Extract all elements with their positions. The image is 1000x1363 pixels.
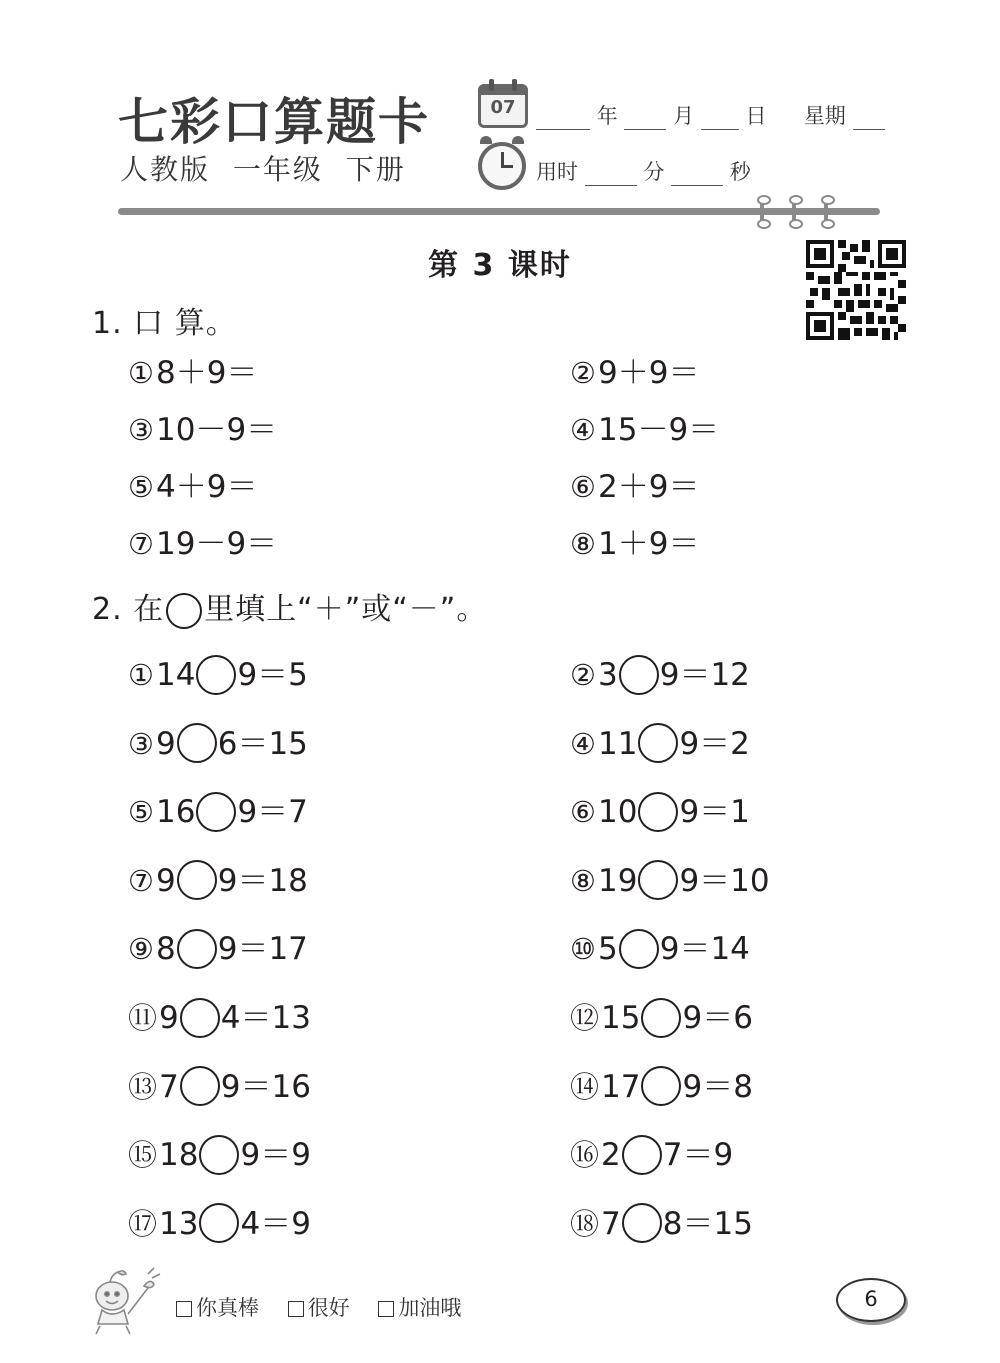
minutes-blank[interactable] — [585, 163, 637, 186]
fill-operator-item[interactable] — [570, 1133, 733, 1177]
seconds-blank[interactable] — [671, 163, 723, 186]
fill-operator-item[interactable] — [570, 653, 750, 697]
left-operand: 18 — [159, 1137, 199, 1174]
rating-checkbox[interactable] — [378, 1301, 394, 1317]
mental-math-item[interactable] — [570, 351, 699, 395]
item-number: ⑪ — [128, 1001, 158, 1035]
fill-operator-item[interactable] — [570, 996, 753, 1040]
weekday-label: 星期 — [803, 104, 846, 128]
item-expression: 8＋9＝ — [156, 355, 258, 391]
left-operand: 7 — [601, 1205, 621, 1242]
section2-title-prefix: 2. 在 — [92, 592, 165, 627]
left-operand: 5 — [598, 931, 618, 968]
mental-math-item[interactable] — [128, 522, 277, 566]
self-rating-options — [176, 1292, 483, 1322]
item-number: ⑱ — [570, 1206, 600, 1241]
item-number: ⑧ — [570, 527, 596, 561]
section2-title-suffix: 里填上“＋”或“－”。 — [204, 592, 488, 627]
fill-operator-item[interactable] — [570, 859, 770, 903]
item-number: ⑮ — [128, 1138, 158, 1173]
left-operand: 11 — [598, 725, 638, 762]
mental-math-item[interactable] — [570, 408, 719, 452]
left-operand: 8 — [156, 931, 176, 968]
time-used-label: 用时 — [536, 160, 578, 184]
left-operand: 3 — [598, 657, 618, 693]
item-number: ⑦ — [128, 527, 154, 561]
right-expression: 9＝16 — [220, 1068, 311, 1105]
mental-math-item[interactable] — [128, 408, 277, 452]
fill-operator-item[interactable] — [128, 996, 311, 1040]
operator-circle[interactable] — [638, 723, 678, 763]
left-operand: 15 — [601, 1000, 641, 1036]
year-label: 年 — [596, 104, 618, 128]
fill-operator-item[interactable] — [128, 1202, 311, 1246]
calendar-number: 07 — [490, 97, 516, 118]
right-expression: 9＝2 — [679, 725, 750, 762]
item-number: ⑰ — [128, 1206, 158, 1241]
right-expression: 9＝9 — [240, 1137, 311, 1174]
item-number: ⑯ — [570, 1138, 600, 1173]
item-number: ⑥ — [570, 470, 596, 504]
day-blank[interactable] — [701, 107, 739, 130]
right-expression: 6＝15 — [217, 725, 308, 762]
item-expression: 9＋9＝ — [598, 355, 700, 391]
operator-circle[interactable] — [177, 723, 217, 763]
right-expression: 9＝6 — [682, 1000, 753, 1036]
right-expression: 9＝17 — [217, 931, 308, 968]
fill-operator-item[interactable] — [128, 790, 308, 834]
year-blank[interactable] — [536, 107, 590, 130]
section1-title: 1. 口 算。 — [92, 306, 237, 341]
right-expression: 4＝9 — [240, 1205, 311, 1242]
item-expression: 15－9＝ — [598, 412, 720, 448]
fill-operator-item[interactable] — [128, 1133, 311, 1177]
fill-operator-item[interactable] — [128, 927, 308, 971]
rating-label: 你真棒 — [196, 1296, 259, 1320]
item-number: ④ — [570, 726, 596, 761]
left-operand: 14 — [156, 657, 196, 693]
item-number: ⑫ — [570, 1001, 600, 1035]
left-operand: 2 — [601, 1137, 621, 1174]
operator-circle[interactable] — [638, 860, 678, 900]
right-expression: 8＝15 — [662, 1205, 753, 1242]
lesson-title: 第 3 课时 — [428, 248, 572, 283]
operator-circle[interactable] — [196, 655, 236, 695]
time-line — [536, 156, 751, 186]
operator-circle[interactable] — [619, 929, 659, 969]
right-expression: 9＝10 — [679, 862, 770, 899]
item-number: ⑨ — [128, 932, 154, 967]
fill-operator-item[interactable] — [570, 927, 750, 971]
fill-operator-item[interactable] — [570, 722, 750, 766]
item-number: ③ — [128, 726, 154, 761]
item-number: ④ — [570, 413, 596, 447]
item-expression: 19－9＝ — [156, 526, 278, 562]
day-label: 日 — [745, 104, 767, 128]
rating-checkbox[interactable] — [176, 1301, 192, 1317]
operator-circle[interactable] — [177, 860, 217, 900]
pear-mascot-icon — [88, 1264, 162, 1336]
operator-circle[interactable] — [180, 1066, 220, 1106]
divider-knot — [792, 198, 796, 226]
item-number: ⑬ — [128, 1069, 158, 1104]
operator-circle[interactable] — [199, 1135, 239, 1175]
item-number: ⑥ — [570, 795, 596, 830]
right-expression: 9＝1 — [679, 794, 750, 831]
right-expression: 7＝9 — [662, 1137, 734, 1174]
mental-math-item[interactable] — [128, 351, 257, 395]
right-expression: 9＝5 — [237, 657, 308, 693]
item-number: ⑧ — [570, 863, 596, 898]
item-number: ① — [128, 658, 154, 692]
second-label: 秒 — [729, 160, 751, 184]
operator-circle[interactable] — [641, 998, 681, 1038]
item-number: ② — [570, 356, 596, 390]
operator-circle[interactable] — [619, 655, 659, 695]
fill-operator-item[interactable] — [128, 653, 308, 697]
item-expression: 1＋9＝ — [598, 526, 700, 562]
rating-label: 加油哦 — [398, 1296, 462, 1320]
brand-title: 七彩口算题卡 — [118, 92, 430, 151]
item-expression: 2＋9＝ — [598, 469, 700, 505]
circle-symbol — [166, 593, 202, 629]
operator-circle[interactable] — [199, 1203, 239, 1243]
item-number: ① — [128, 356, 154, 390]
item-number: ③ — [128, 413, 154, 447]
rating-option[interactable] — [378, 1292, 461, 1322]
minute-label: 分 — [643, 160, 665, 184]
divider-knot — [760, 198, 764, 226]
item-number: ⑩ — [570, 932, 596, 967]
item-number: ⑤ — [128, 470, 154, 504]
qr-code-icon[interactable] — [806, 240, 906, 340]
weekday-blank[interactable] — [853, 107, 885, 130]
left-operand: 7 — [159, 1068, 179, 1105]
operator-circle[interactable] — [641, 1066, 681, 1106]
operator-circle[interactable] — [180, 998, 220, 1038]
page-number-badge: 6 — [836, 1278, 906, 1322]
left-operand: 10 — [598, 794, 638, 831]
month-blank[interactable] — [624, 107, 666, 130]
rating-option[interactable] — [176, 1292, 259, 1322]
item-expression: 10－9＝ — [156, 412, 278, 448]
left-operand: 17 — [601, 1068, 641, 1105]
rating-label: 很好 — [307, 1296, 350, 1320]
left-operand: 9 — [156, 725, 176, 762]
fill-operator-item[interactable] — [570, 1202, 753, 1246]
right-expression: 9＝8 — [682, 1068, 753, 1105]
rating-checkbox[interactable] — [288, 1301, 304, 1317]
operator-circle[interactable] — [177, 929, 217, 969]
item-number: ⑭ — [570, 1069, 600, 1104]
item-expression: 4＋9＝ — [156, 469, 258, 505]
right-expression: 9＝18 — [217, 862, 308, 899]
right-expression: 9＝12 — [659, 657, 750, 693]
fill-operator-item[interactable] — [128, 859, 308, 903]
operator-circle[interactable] — [196, 792, 236, 832]
item-number: ⑦ — [128, 863, 154, 898]
brand-subtitle: 人教版 一年级 下册 — [120, 153, 406, 186]
rating-option[interactable] — [288, 1292, 350, 1322]
right-expression: 4＝13 — [220, 1000, 311, 1036]
item-number: ② — [570, 658, 596, 692]
operator-circle[interactable] — [622, 1135, 662, 1175]
divider-knot — [824, 198, 828, 226]
left-operand: 16 — [156, 794, 196, 831]
mental-math-item[interactable] — [570, 522, 699, 566]
left-operand: 9 — [156, 862, 176, 899]
mental-math-item[interactable] — [570, 465, 699, 509]
operator-circle[interactable] — [638, 792, 678, 832]
header-divider — [118, 208, 880, 215]
item-number: ⑤ — [128, 795, 154, 830]
left-operand: 13 — [159, 1205, 199, 1242]
alarm-clock-icon — [478, 142, 526, 190]
fill-operator-item[interactable] — [570, 790, 750, 834]
fill-operator-item[interactable] — [128, 722, 308, 766]
fill-operator-item[interactable] — [570, 1065, 753, 1109]
mental-math-item[interactable] — [128, 465, 257, 509]
left-operand: 19 — [598, 862, 638, 899]
calendar-icon — [478, 84, 528, 128]
right-expression: 9＝7 — [237, 794, 308, 831]
left-operand: 9 — [159, 1000, 179, 1036]
operator-circle[interactable] — [622, 1203, 662, 1243]
date-line — [536, 100, 885, 130]
fill-operator-item[interactable] — [128, 1065, 311, 1109]
right-expression: 9＝14 — [659, 931, 750, 968]
month-label: 月 — [673, 104, 695, 128]
section2-title — [92, 584, 487, 629]
